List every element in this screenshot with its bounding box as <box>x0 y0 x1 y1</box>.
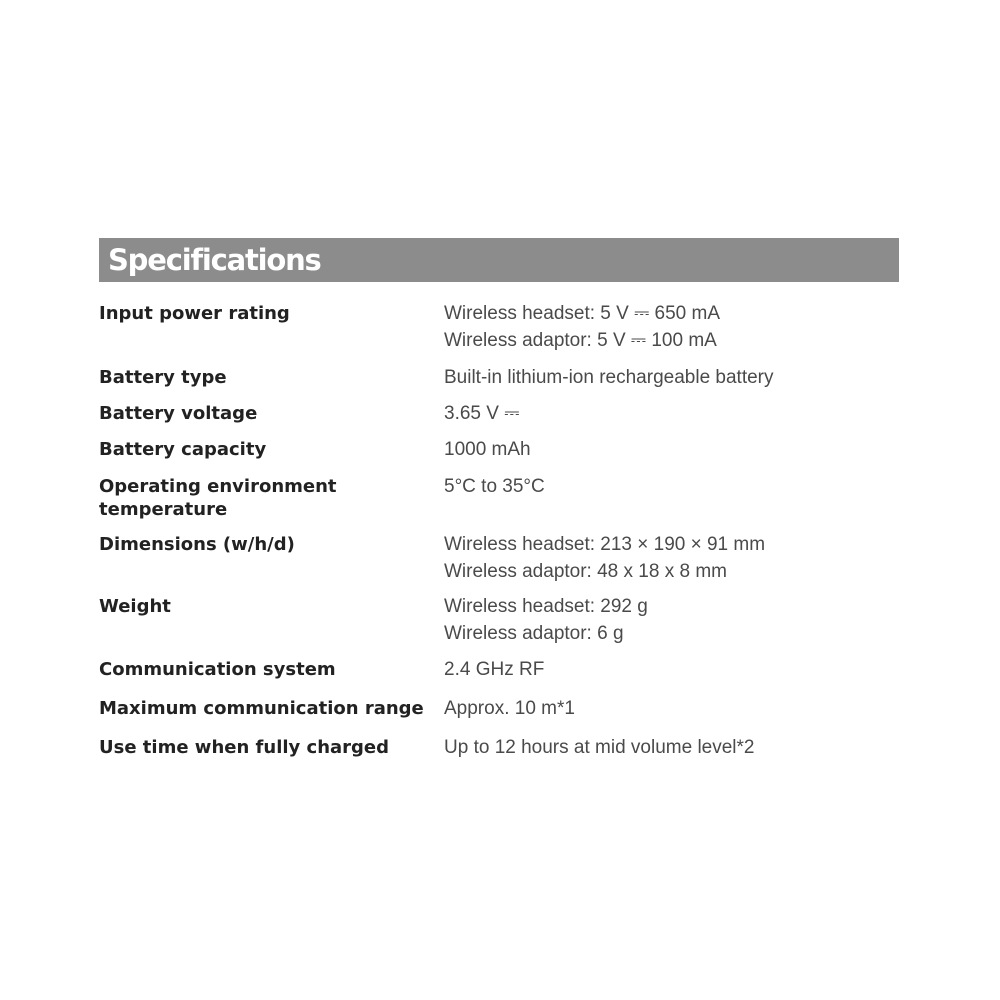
spec-label: Communication system <box>99 659 336 680</box>
spec-values <box>444 595 899 647</box>
spec-values <box>444 736 899 761</box>
spec-value: 5°C to 35°C <box>444 476 545 497</box>
spec-label: Weight <box>99 596 171 617</box>
spec-value: 2.4 GHz RF <box>444 659 545 680</box>
spec-values <box>444 533 899 585</box>
spec-value: Up to 12 hours at mid volume level*2 <box>444 737 755 758</box>
spec-label: Operating environment temperature <box>99 476 337 520</box>
spec-label: Maximum communication range <box>99 698 424 719</box>
spec-value: Wireless headset: 213 × 190 × 91 mm <box>444 534 766 555</box>
spec-value: Wireless headset: 5 V ⎓ 650 mA <box>444 303 721 324</box>
spec-values <box>444 302 899 354</box>
spec-value: 3.65 V ⎓ <box>444 403 520 424</box>
spec-label: Input power rating <box>99 303 290 324</box>
section-header <box>99 238 899 282</box>
spec-label: Dimensions (w/h/d) <box>99 534 295 555</box>
spec-values <box>444 658 899 683</box>
spec-label: Use time when fully charged <box>99 737 390 758</box>
spec-label: Battery capacity <box>99 439 267 460</box>
spec-value: Wireless headset: 292 g <box>444 596 648 617</box>
spec-value: Built-in lithium-ion rechargeable battery <box>444 367 774 388</box>
spec-value: Wireless adaptor: 48 x 18 x 8 mm <box>444 561 727 582</box>
spec-values <box>444 366 899 391</box>
spec-value: 1000 mAh <box>444 439 531 460</box>
spec-value: Wireless adaptor: 6 g <box>444 623 624 644</box>
spec-values <box>444 438 899 463</box>
spec-label: Battery voltage <box>99 403 258 424</box>
spec-value: Approx. 10 m*1 <box>444 698 575 719</box>
spec-values <box>444 475 899 500</box>
spec-values <box>444 402 899 427</box>
spec-value: Wireless adaptor: 5 V ⎓ 100 mA <box>444 330 717 351</box>
spec-values <box>444 697 899 722</box>
section-title: Specifications <box>108 243 321 277</box>
spec-label: Battery type <box>99 367 227 388</box>
